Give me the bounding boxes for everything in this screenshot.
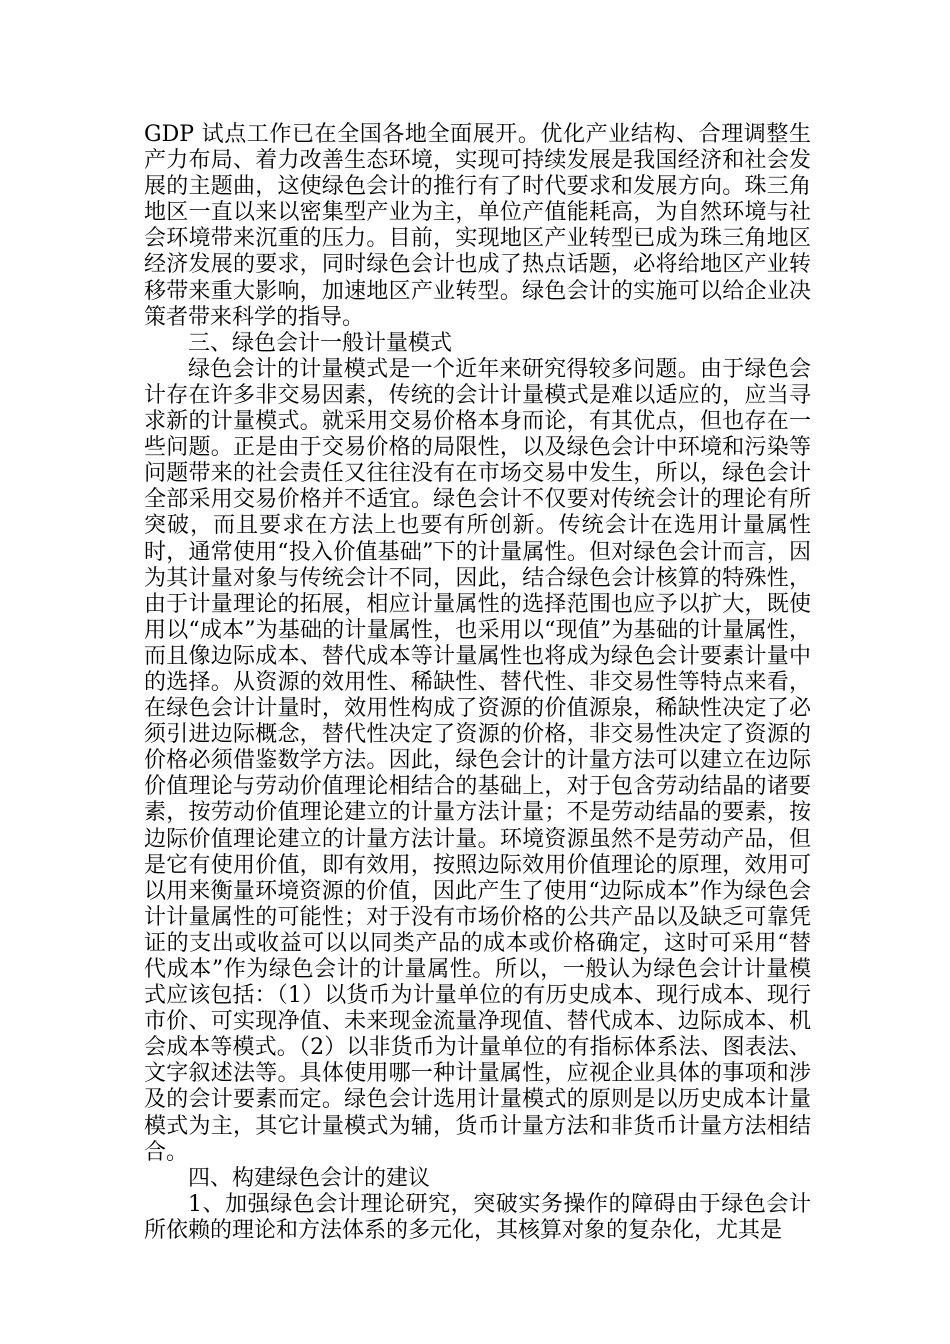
document-body <box>144 122 811 1244</box>
paragraph-intro: GDP 试点工作已在全国各地全面展开。优化产业结构、合理调整生产力布局、着力改善生态环境，实现可持续发展是我国经济和社会发展的主题曲，这使绿色会计的推行有了时代要求和发展方向。珠三角地区一直以来以密集型产业为主，单位产值能耗高，为自然环境与社会环境带来沉重的压力。目前，实现地区产业转型已成为珠三角地区经济发展的要求，同时绿色会计也成了热点话题，必将给地区产业转移带来重大影响，加速地区产业转型。绿色会计的实施可以给企业决策者带来科学的指导。 <box>144 122 811 330</box>
section-heading-3: 三、绿色会计一般计量模式 <box>188 330 453 356</box>
section-heading-4: 四、构建绿色会计的建议 <box>188 1165 431 1191</box>
paragraph-suggestion-1: 1、加强绿色会计理论研究，突破实务操作的障碍由于绿色会计所依赖的理论和方法体系的多元化，其核算对象的复杂化，尤其是 <box>144 1191 811 1243</box>
paragraph-measurement-model: 绿色会计的计量模式是一个近年来研究得较多问题。由于绿色会计存在许多非交易因素，传统的会计计量模式是难以适应的，应当寻求新的计量模式。就采用交易价格本身而论，有其优点，但也存在一些问题。正是由于交易价格的局限性，以及绿色会计中环境和污染等问题带来的社会责任又往往没有在市场交易中发生，所以，绿色会计全部采用交易价格并不适宜。绿色会计不仅要对传统会计的理论有所突破，而且要求在方法上也要有所创新。传统会计在选用计量属性时，通常使用“投入价值基础”下的计量属性。但对绿色会计而言，因为其计量对象与传统会计不同，因此，结合绿色会计核算的特殊性，由于计量理论的拓展，相应计量属性的选择范围也应予以扩大，既使用以“成本”为基础的计量属性，也采用以“现值”为基础的计量属性，而且像边际成本、替代成本等计量属性也将成为绿色会计要素计量中的选择。从资源的效用性、稀缺性、替代性、非交易性等特点来看，在绿色会计计量时，效用性构成了资源的价值源泉，稀缺性决定了必须引进边际概念，替代性决定了资源的价格，非交易性决定了资源的价格必须借鉴数学方法。因此，绿色会计的计量方法可以建立在边际价值理论与劳动价值理论相结合的基础上，对于包含劳动结晶的诸要素，按劳动价值理论建立的计量方法计量；不是劳动结晶的要素，按边际价值理论建立的计量方法计量。环境资源虽然不是劳动产品，但是它有使用价值，即有效用，按照边际效用价值理论的原理，效用可以用来衡量环境资源的价值，因此产生了使用“边际成本”作为绿色会计计量属性的可能性；对于没有市场价格的公共产品以及缺乏可靠凭证的支出或收益可以以同类产品的成本或价格确定，这时可采用“替代成本”作为绿色会计的计量属性。所以，一般认为绿色会计计量模式应该包括：（1）以货币为计量单位的有历史成本、现行成本、现行市价、可实现净值、未来现金流量净现值、替代成本、边际成本、机会成本等模式。（2）以非货币为计量单位的有指标体系法、图表法、文字叙述法等。具体使用哪一种计量属性，应视企业具体的事项和涉及的会计要素而定。绿色会计选用计量模式的原则是以历史成本计量模式为主，其它计量模式为辅，货币计量方法和非货币计量方法相结合。 <box>144 356 811 1165</box>
